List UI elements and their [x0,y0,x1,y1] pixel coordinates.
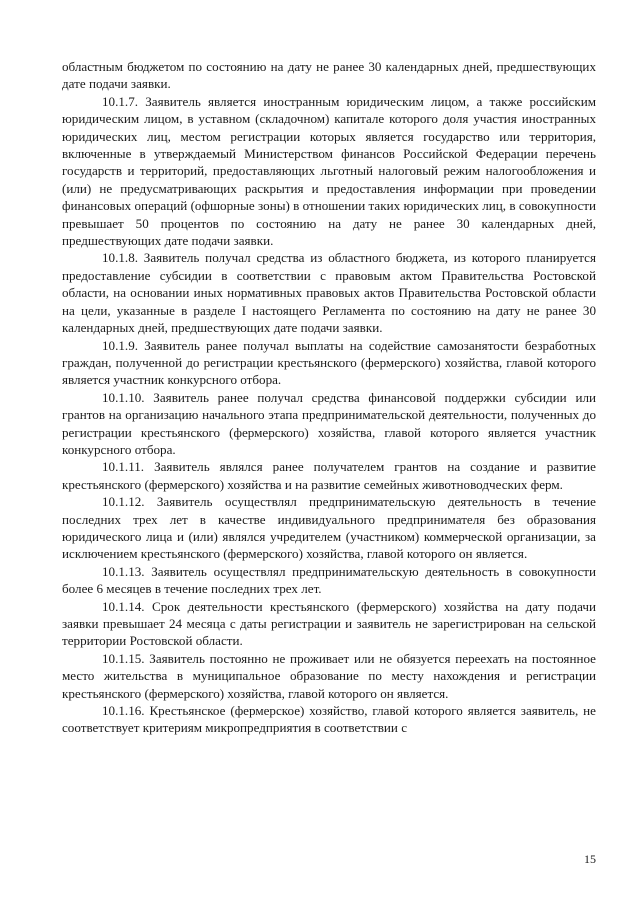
paragraph-continuation: областным бюджетом по состоянию на дату не ранее 30 календарных дней, предшествующих дате подачи заявки. [62,59,596,92]
paragraph-10-1-14: 10.1.14. Срок деятельности крестьянского (фермерского) хозяйства на дату подачи заявки превышает 24 месяца с даты регистрации и заявитель не зарегистрирован на сельской территории Ростовской области. [62,598,596,649]
paragraph-10-1-16: 10.1.16. Крестьянское (фермерское) хозяйство, главой которого является заявитель, не соответствует критериям микропредприятия в соответствии с [62,703,596,736]
paragraph-10-1-9: 10.1.9. Заявитель ранее получал выплаты на содействие самозанятости безработных граждан, полученной до регистрации крестьянского (фермерского) хозяйства, главой которого является участник конкурсного отбора. [62,337,596,388]
paragraph-10-1-8: 10.1.8. Заявитель получал средства из областного бюджета, из которого планируется предоставление субсидии в соответствии с правовым актом Правительства Ростовской области, на основании иных нормативных правовых актов Правительства Ростовской области на цели, указанные в разделе I настоящего Регламента по состоянию на дату не ранее 30 календарных дней, предшествующих дате подачи заявки. [62,250,596,336]
page-number: 15 [584,852,596,866]
paragraph-10-1-7: 10.1.7. Заявитель является иностранным юридическим лицом, а также российским юридическим лицом, в уставном (складочном) капитале которого доля участия иностранных юридических лиц, местом регистрации которых является государство или территория, включенные в утверждаемый Министерством финансов Российской Федерации перечень государств и территорий, предоставляющих льготный налоговый режим налогообложения и (или) не предусматривающих раскрытия и предоставления информации при проведении финансовых операций (офшорные зоны) в отношении таких юридических лиц, в совокупности превышает 50 процентов по состоянию на дату не ранее 30 календарных дней, предшествующих дате подачи заявки. [62,93,596,249]
paragraph-10-1-12: 10.1.12. Заявитель осуществлял предпринимательскую деятельность в течение последних трех лет в качестве индивидуального предпринимателя без образования юридического лица и (или) являлся учредителем (участником) коммерческой организации, за исключением крестьянского (фермерского) хозяйства, главой которого он является. [62,494,596,562]
paragraph-10-1-15: 10.1.15. Заявитель постоянно не проживает или не обязуется переехать на постоянное место жительства в муниципальное образование по месту нахождения и регистрации крестьянского (фермерского) хозяйства, главой которого он является. [62,650,596,701]
paragraph-10-1-11: 10.1.11. Заявитель являлся ранее получателем грантов на создание и развитие крестьянского (фермерского) хозяйства и на развитие семейных животноводческих ферм. [62,459,596,492]
document-body [62,58,596,737]
paragraph-10-1-10: 10.1.10. Заявитель ранее получал средства финансовой поддержки субсидии или грантов на организацию начального этапа предпринимательской деятельности, полученных до регистрации крестьянского (фермерского) хозяйства, главой которого является участник конкурсного отбора. [62,389,596,457]
paragraph-10-1-13: 10.1.13. Заявитель осуществлял предпринимательскую деятельность в совокупности более 6 месяцев в течение последних трех лет. [62,563,596,597]
